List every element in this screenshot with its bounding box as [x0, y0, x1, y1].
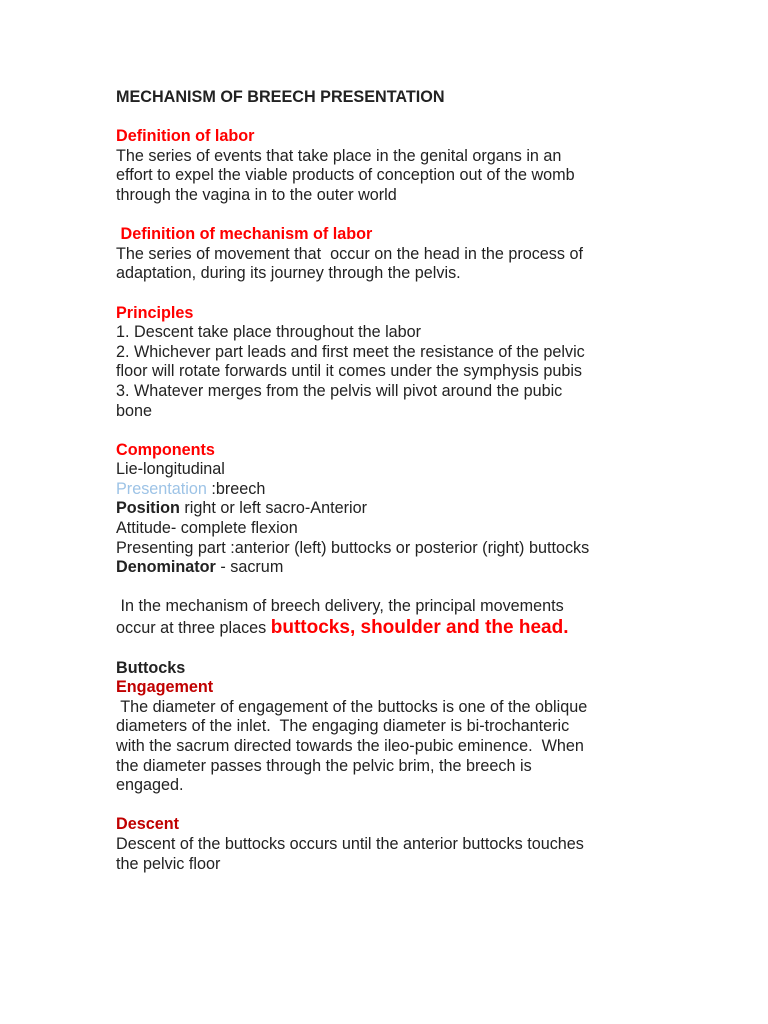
document-body	[116, 88, 656, 874]
spacer	[116, 108, 656, 128]
spacer	[116, 206, 656, 226]
intro-text: occur at three places	[116, 619, 271, 638]
paragraph-line: The series of movement that occur on the head in the process of	[116, 244, 583, 263]
paragraph-line: effort to expel the viable products of conception out of the womb	[116, 166, 575, 185]
component-lie: Lie-longitudinal	[116, 460, 225, 479]
heading-buttocks: Buttocks	[116, 658, 186, 677]
presentation-label: Presentation	[116, 479, 207, 498]
intro-highlight: buttocks, shoulder and the head.	[270, 617, 569, 639]
spacer	[116, 796, 656, 816]
paragraph-line: engaged.	[116, 776, 184, 795]
component-position	[116, 499, 656, 519]
heading-descent: Descent	[116, 815, 179, 834]
paragraph-line: the diameter passes through the pelvic brim, the breech is	[116, 756, 532, 775]
paragraph-line: the pelvic floor	[116, 854, 221, 873]
list-item: 1. Descent take place throughout the labor	[116, 323, 422, 342]
list-item: floor will rotate forwards until it comes under the symphysis pubis	[116, 362, 583, 381]
denominator-value: - sacrum	[215, 558, 284, 577]
component-presentation	[116, 480, 656, 500]
heading-principles: Principles	[116, 303, 194, 322]
intro-line	[116, 617, 656, 639]
position-label: Position	[116, 499, 180, 518]
component-denominator	[116, 558, 656, 578]
heading-components: Components	[116, 440, 215, 459]
heading-definition-of-mechanism: Definition of mechanism of labor	[116, 225, 373, 244]
paragraph-line: with the sacrum directed towards the ileo-pubic eminence. When	[116, 737, 584, 755]
heading-definition-of-labor: Definition of labor	[116, 127, 255, 146]
paragraph-line: through the vagina in to the outer world	[116, 185, 397, 204]
presentation-value: :breech	[206, 479, 266, 498]
intro-line: In the mechanism of breech delivery, the principal movements	[116, 597, 564, 616]
denominator-label: Denominator	[116, 558, 216, 577]
list-item: 3. Whatever merges from the pelvis will pivot around the pubic	[116, 381, 563, 400]
spacer	[116, 284, 656, 304]
document-title: MECHANISM OF BREECH PRESENTATION	[116, 88, 445, 106]
paragraph-line: The diameter of engagement of the buttocks is one of the oblique	[116, 697, 588, 716]
paragraph-line: adaptation, during its journey through the pelvis.	[116, 264, 461, 283]
position-value: right or left sacro-Anterior	[179, 499, 367, 518]
paragraph-line: Descent of the buttocks occurs until the anterior buttocks touches	[116, 834, 584, 853]
component-attitude: Attitude- complete flexion	[116, 519, 298, 538]
paragraph-line: diameters of the inlet. The engaging diameter is bi-trochanteric	[116, 717, 570, 736]
component-presenting-part: Presenting part :anterior (left) buttocks or posterior (right) buttocks	[116, 538, 590, 557]
list-item: 2. Whichever part leads and first meet the resistance of the pelvic	[116, 342, 585, 361]
heading-engagement: Engagement	[116, 678, 214, 697]
spacer	[116, 639, 656, 659]
paragraph-line: The series of events that take place in the genital organs in an	[116, 146, 562, 165]
spacer	[116, 421, 656, 441]
spacer	[116, 578, 656, 598]
list-item: bone	[116, 401, 153, 420]
